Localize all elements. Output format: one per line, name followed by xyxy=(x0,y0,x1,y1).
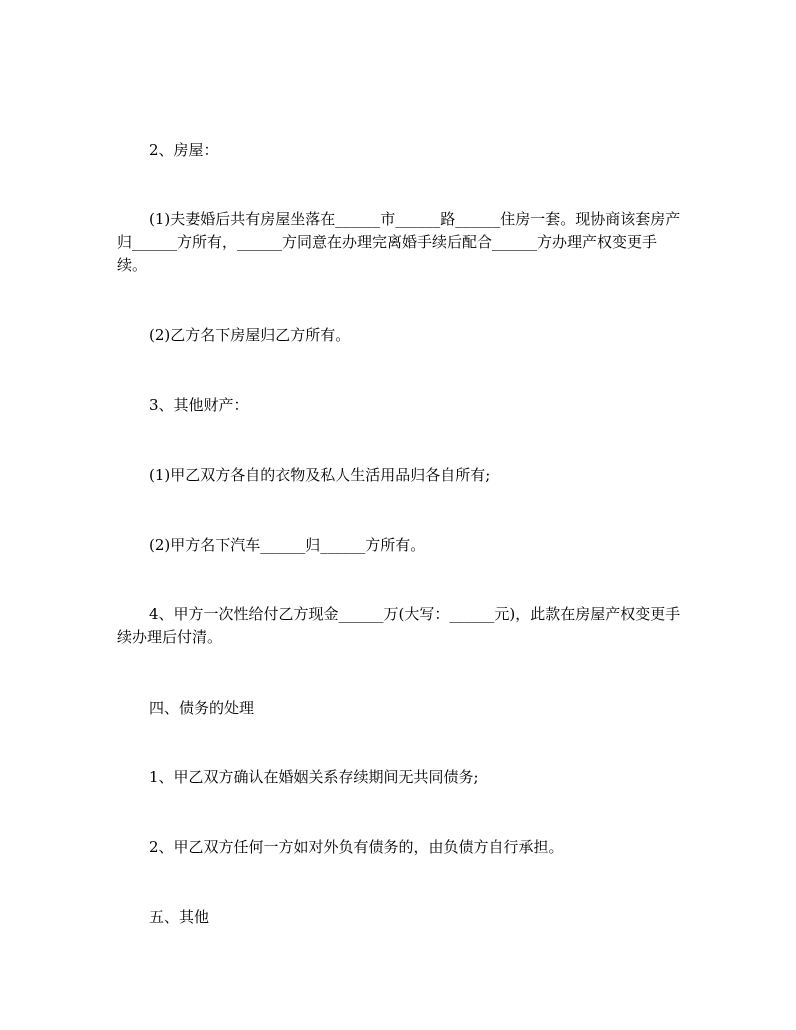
clause-personal-belongings: (1)甲乙双方各自的衣物及私人生活用品归各自所有; xyxy=(149,466,491,484)
section-heading-other-property: 3、其他财产： xyxy=(149,396,249,414)
section-heading-debts: 四、债务的处理 xyxy=(149,699,255,717)
clause-cash-payment: 4、甲方一次性给付乙方现金______万(大写：______元)，此款在房屋产权变更手续办理后付清。 xyxy=(117,605,681,646)
clause-individual-debt: 2、甲乙双方任何一方如对外负有债务的，由负债方自行承担。 xyxy=(149,838,564,856)
clause-shared-house: (1)夫妻婚后共有房屋坐落在______市______路______住房一套。现协商该套房产归______方所有，______方同意在办理完离婚手续后配合______方办理产权变更手续。 xyxy=(117,210,681,274)
clause-party-b-house: (2)乙方名下房屋归乙方所有。 xyxy=(149,326,351,344)
clause-no-shared-debt: 1、甲乙双方确认在婚姻关系存续期间无共同债务; xyxy=(149,768,479,786)
clause-car: (2)甲方名下汽车______归______方所有。 xyxy=(149,536,426,554)
section-heading-other: 五、其他 xyxy=(149,908,210,926)
section-heading-housing: 2、房屋： xyxy=(149,141,219,159)
